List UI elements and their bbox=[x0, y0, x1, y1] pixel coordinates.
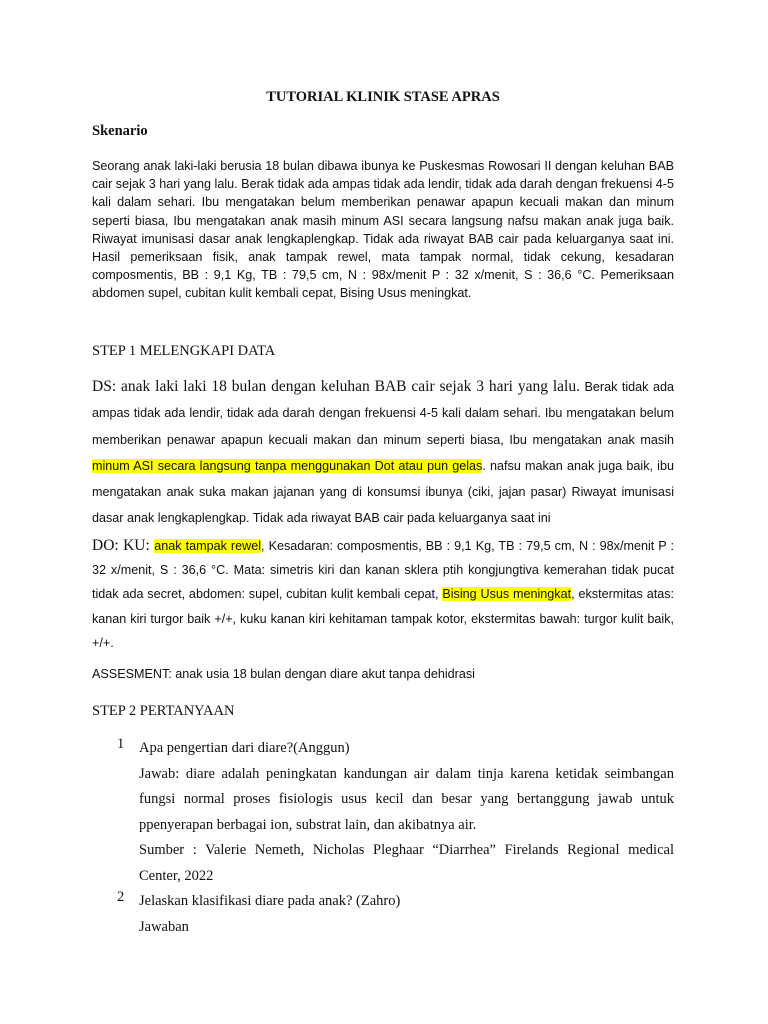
source-text: Sumber : Valerie Nemeth, Nicholas Pleghaar “Diarrhea” Firelands Regional medical Center, 2022 bbox=[139, 842, 674, 884]
do-text-b: , ekstermitas atas: kanan kiri turgor baik +/+, kuku kanan kiri kehitaman tampak kotor, ekstermitas bawah: turgor kulit baik, +/+. bbox=[92, 587, 674, 650]
ds-paragraph bbox=[92, 374, 674, 532]
question-text: Jelaskan klasifikasi diare pada anak? (Zahro) bbox=[139, 893, 401, 909]
do-lead: DO: KU: bbox=[92, 537, 155, 554]
step1-heading: STEP 1 MELENGKAPI DATA bbox=[92, 343, 276, 359]
answer-text: Jawaban bbox=[139, 918, 189, 935]
do-paragraph bbox=[92, 534, 674, 655]
document-title: TUTORIAL KLINIK STASE APRAS bbox=[266, 89, 500, 105]
skenario-heading: Skenario bbox=[92, 123, 148, 139]
answer-text: Jawab: diare adalah peningkatan kandungan air dalam tinja karena ketidak seimbangan fungsi normal proses fisiologis usus kecil dan besar yang bertanggung jawab untuk ppenyerapan berbagai ion, substrat lain, dan akibatnya air. bbox=[139, 765, 674, 833]
skenario-paragraph: Seorang anak laki-laki berusia 18 bulan dibawa ibunya ke Puskesmas Rowosari II dengan keluhan BAB cair sejak 3 hari yang lalu. Berak tidak ada ampas tidak ada lendir, tidak ada darah dengan frekuensi 4-5 kali dalam sehari. Ibu mengatakan belum memberikan penawar apapun kecuali makan dan minum seperti biasa, Ibu mengatakan anak masih minum ASI secara langsung nafsu makan anak juga baik. Riwayat imunisasi dasar anak lengkaplengkap. Tidak ada riwayat BAB cair pada keluarganya saat ini. Hasil pemeriksaan fisik, anak tampak rewel, mata tampak normal, tidak cekung, kesadaran composmentis, BB : 9,1 Kg, TB : 79,5 cm, N : 98x/menit P : 32 x/menit, S : 36,6 °C. Pemeriksaan abdomen supel, cubitan kulit kembali cepat, Bising Usus meningkat. bbox=[92, 159, 674, 301]
question-text: Apa pengertian dari diare?(Anggun) bbox=[139, 740, 350, 756]
ds-text-a: Berak tidak ada ampas tidak ada lendir, tidak ada darah dengan frekuensi 4-5 kali dalam sehari. Ibu mengatakan belum memberikan penawar apapun kecuali makan dan minum seperti biasa, Ibu mengatakan anak masih bbox=[92, 380, 674, 447]
do-text-a: , Kesadaran: composmentis, BB : 9,1 Kg, TB : 79,5 cm, N : 98x/menit P : 32 x/menit, S : 36,6 °C. Mata: simetris kiri dan kanan sklera ptih kongjungtiva kemerahan tidak pucat tidak ada secret, abdomen: supel, cubitan kulit kembali cepat, bbox=[92, 539, 675, 602]
do-highlight-bising: Bising Usus meningkat bbox=[442, 587, 572, 602]
question-list bbox=[92, 736, 674, 940]
do-highlight-rewel: anak tampak rewel bbox=[154, 539, 262, 553]
question-item bbox=[92, 736, 674, 889]
question-number: 1 bbox=[117, 736, 125, 752]
ds-text-b: . nafsu makan anak juga baik, ibu mengatakan anak suka makan jajanan yang di konsumsi ibunya (ciki, jajan pasar) Riwayat imunisasi dasar anak lengkaplengkap. Tidak ada riwayat BAB cair pada keluarganya saat ini bbox=[92, 458, 674, 526]
ds-highlight: minum ASI secara langsung tanpa menggunakan Dot atau pun gelas bbox=[92, 458, 483, 473]
assessment: ASSESMENT: anak usia 18 bulan dengan diare akut tanpa dehidrasi bbox=[92, 667, 475, 681]
question-number: 2 bbox=[117, 889, 125, 905]
step2-heading: STEP 2 PERTANYAAN bbox=[92, 703, 235, 719]
ds-lead: DS: anak laki laki 18 bulan dengan keluhan BAB cair sejak 3 hari yang lalu. bbox=[92, 378, 580, 395]
question-item bbox=[92, 889, 674, 940]
